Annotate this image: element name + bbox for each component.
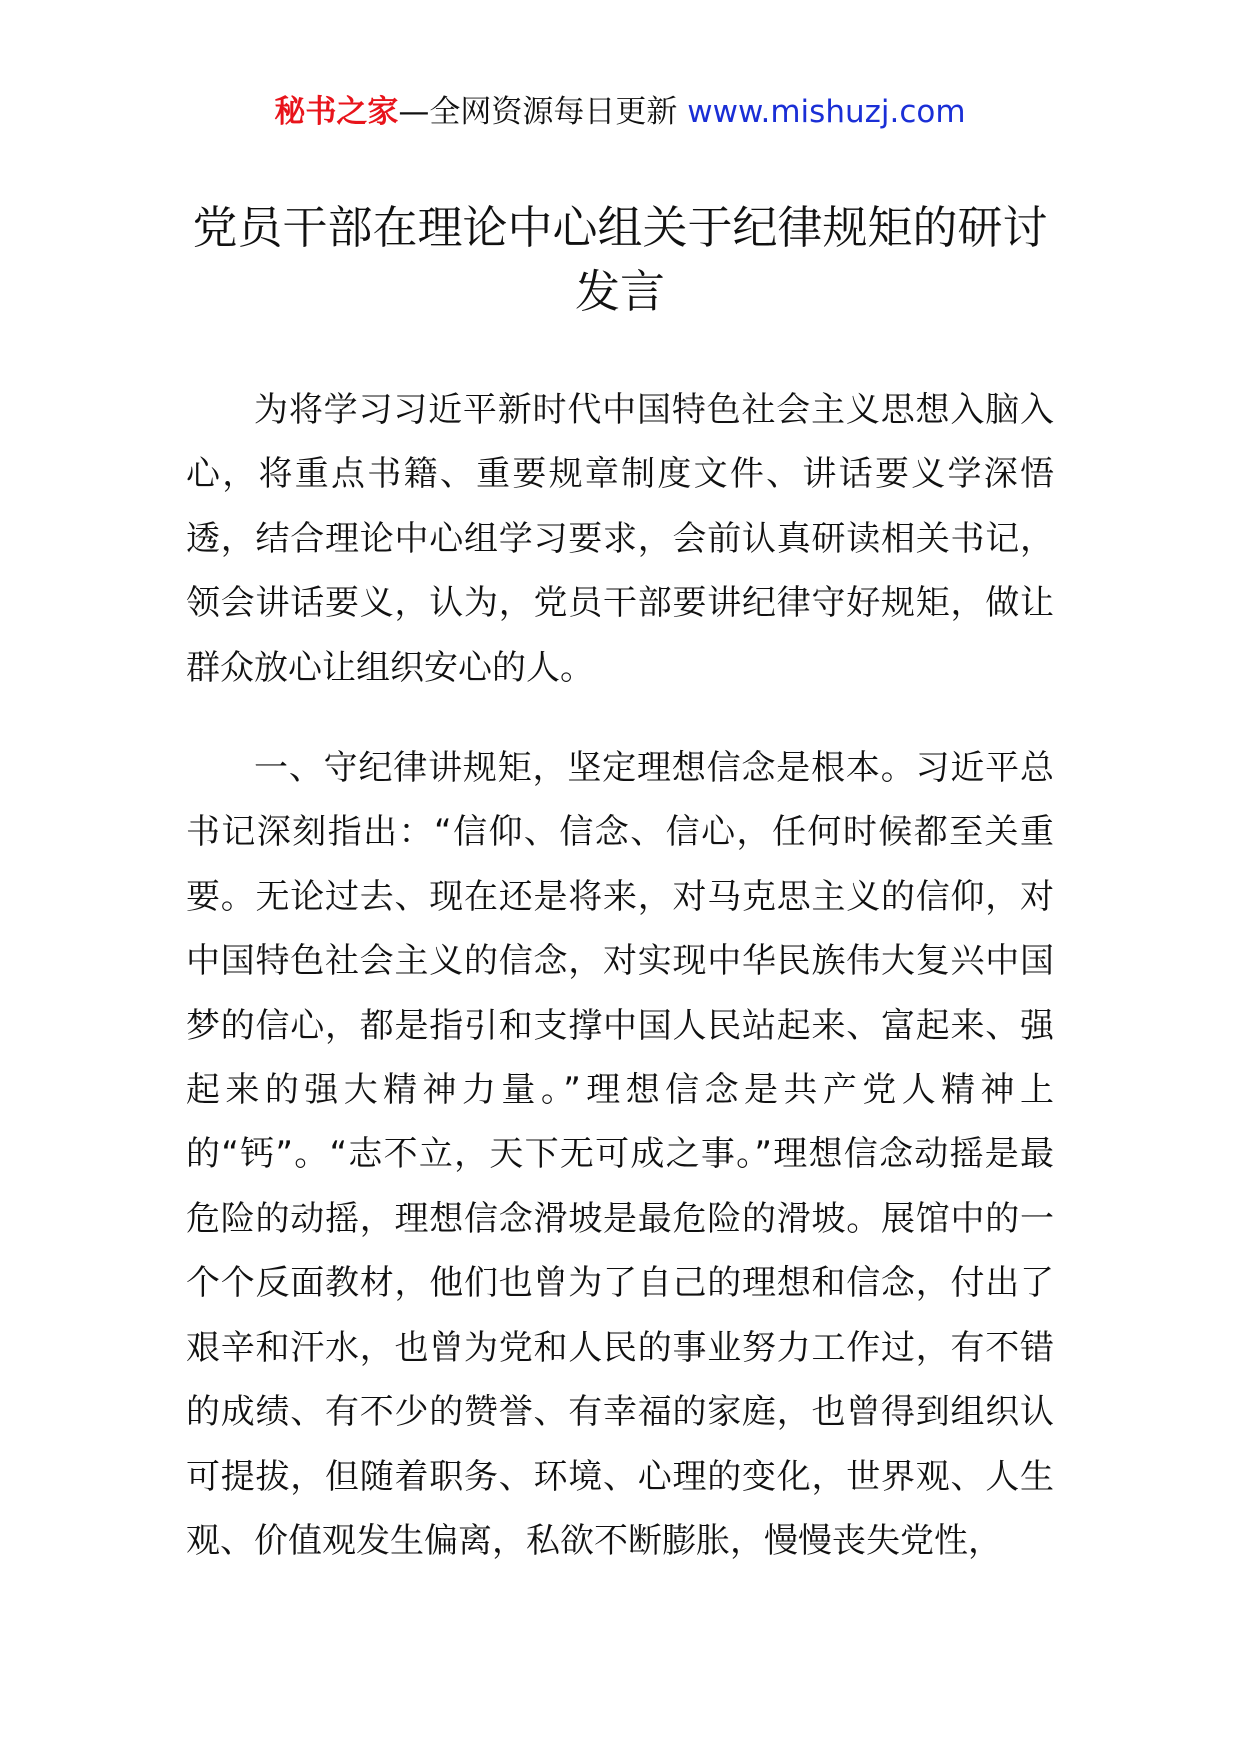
document-body xyxy=(186,378,1054,1573)
site-brand: 秘书之家 xyxy=(274,94,399,130)
paragraph-intro: 为将学习习近平新时代中国特色社会主义思想入脑入心，将重点书籍、重要规章制度文件、讲话要义学深悟透，结合理论中心组学习要求，会前认真研读相关书记，领会讲话要义，认为，党员干部要讲纪律守好规矩，做让群众放心让组织安心的人。 xyxy=(186,390,1054,688)
site-header xyxy=(0,92,1240,132)
paragraph-section-one: 一、守纪律讲规矩，坚定理想信念是根本。习近平总书记深刻指出：“信仰、信念、信心，任何时候都至关重要。无论过去、现在还是将来，对马克思主义的信仰，对中国特色社会主义的信念，对实现中华民族伟大复兴中国梦的信心，都是指引和支撑中国人民站起来、富起来、强起来的强大精神力量。”理想信念是共产党人精神上的“钙”。“志不立，天下无可成之事。”理想信念动摇是最危险的动摇，理想信念滑坡是最危险的滑坡。展馆中的一个个反面教材，他们也曾为了自己的理想和信念，付出了艰辛和汗水，也曾为党和人民的事业努力工作过，有不错的成绩、有不少的赞誉、有幸福的家庭，也曾得到组织认可提拔，但随着职务、环境、心理的变化，世界观、人生观、价值观发生偏离，私欲不断膨胀，慢慢丧失党性， xyxy=(186,748,1054,1561)
site-tagline: —全网资源每日更新 xyxy=(398,94,688,130)
document-title: 党员干部在理论中心组关于纪律规矩的研讨发言 xyxy=(192,201,1048,318)
site-url-link[interactable]: www.mishuzj.com xyxy=(687,94,966,130)
